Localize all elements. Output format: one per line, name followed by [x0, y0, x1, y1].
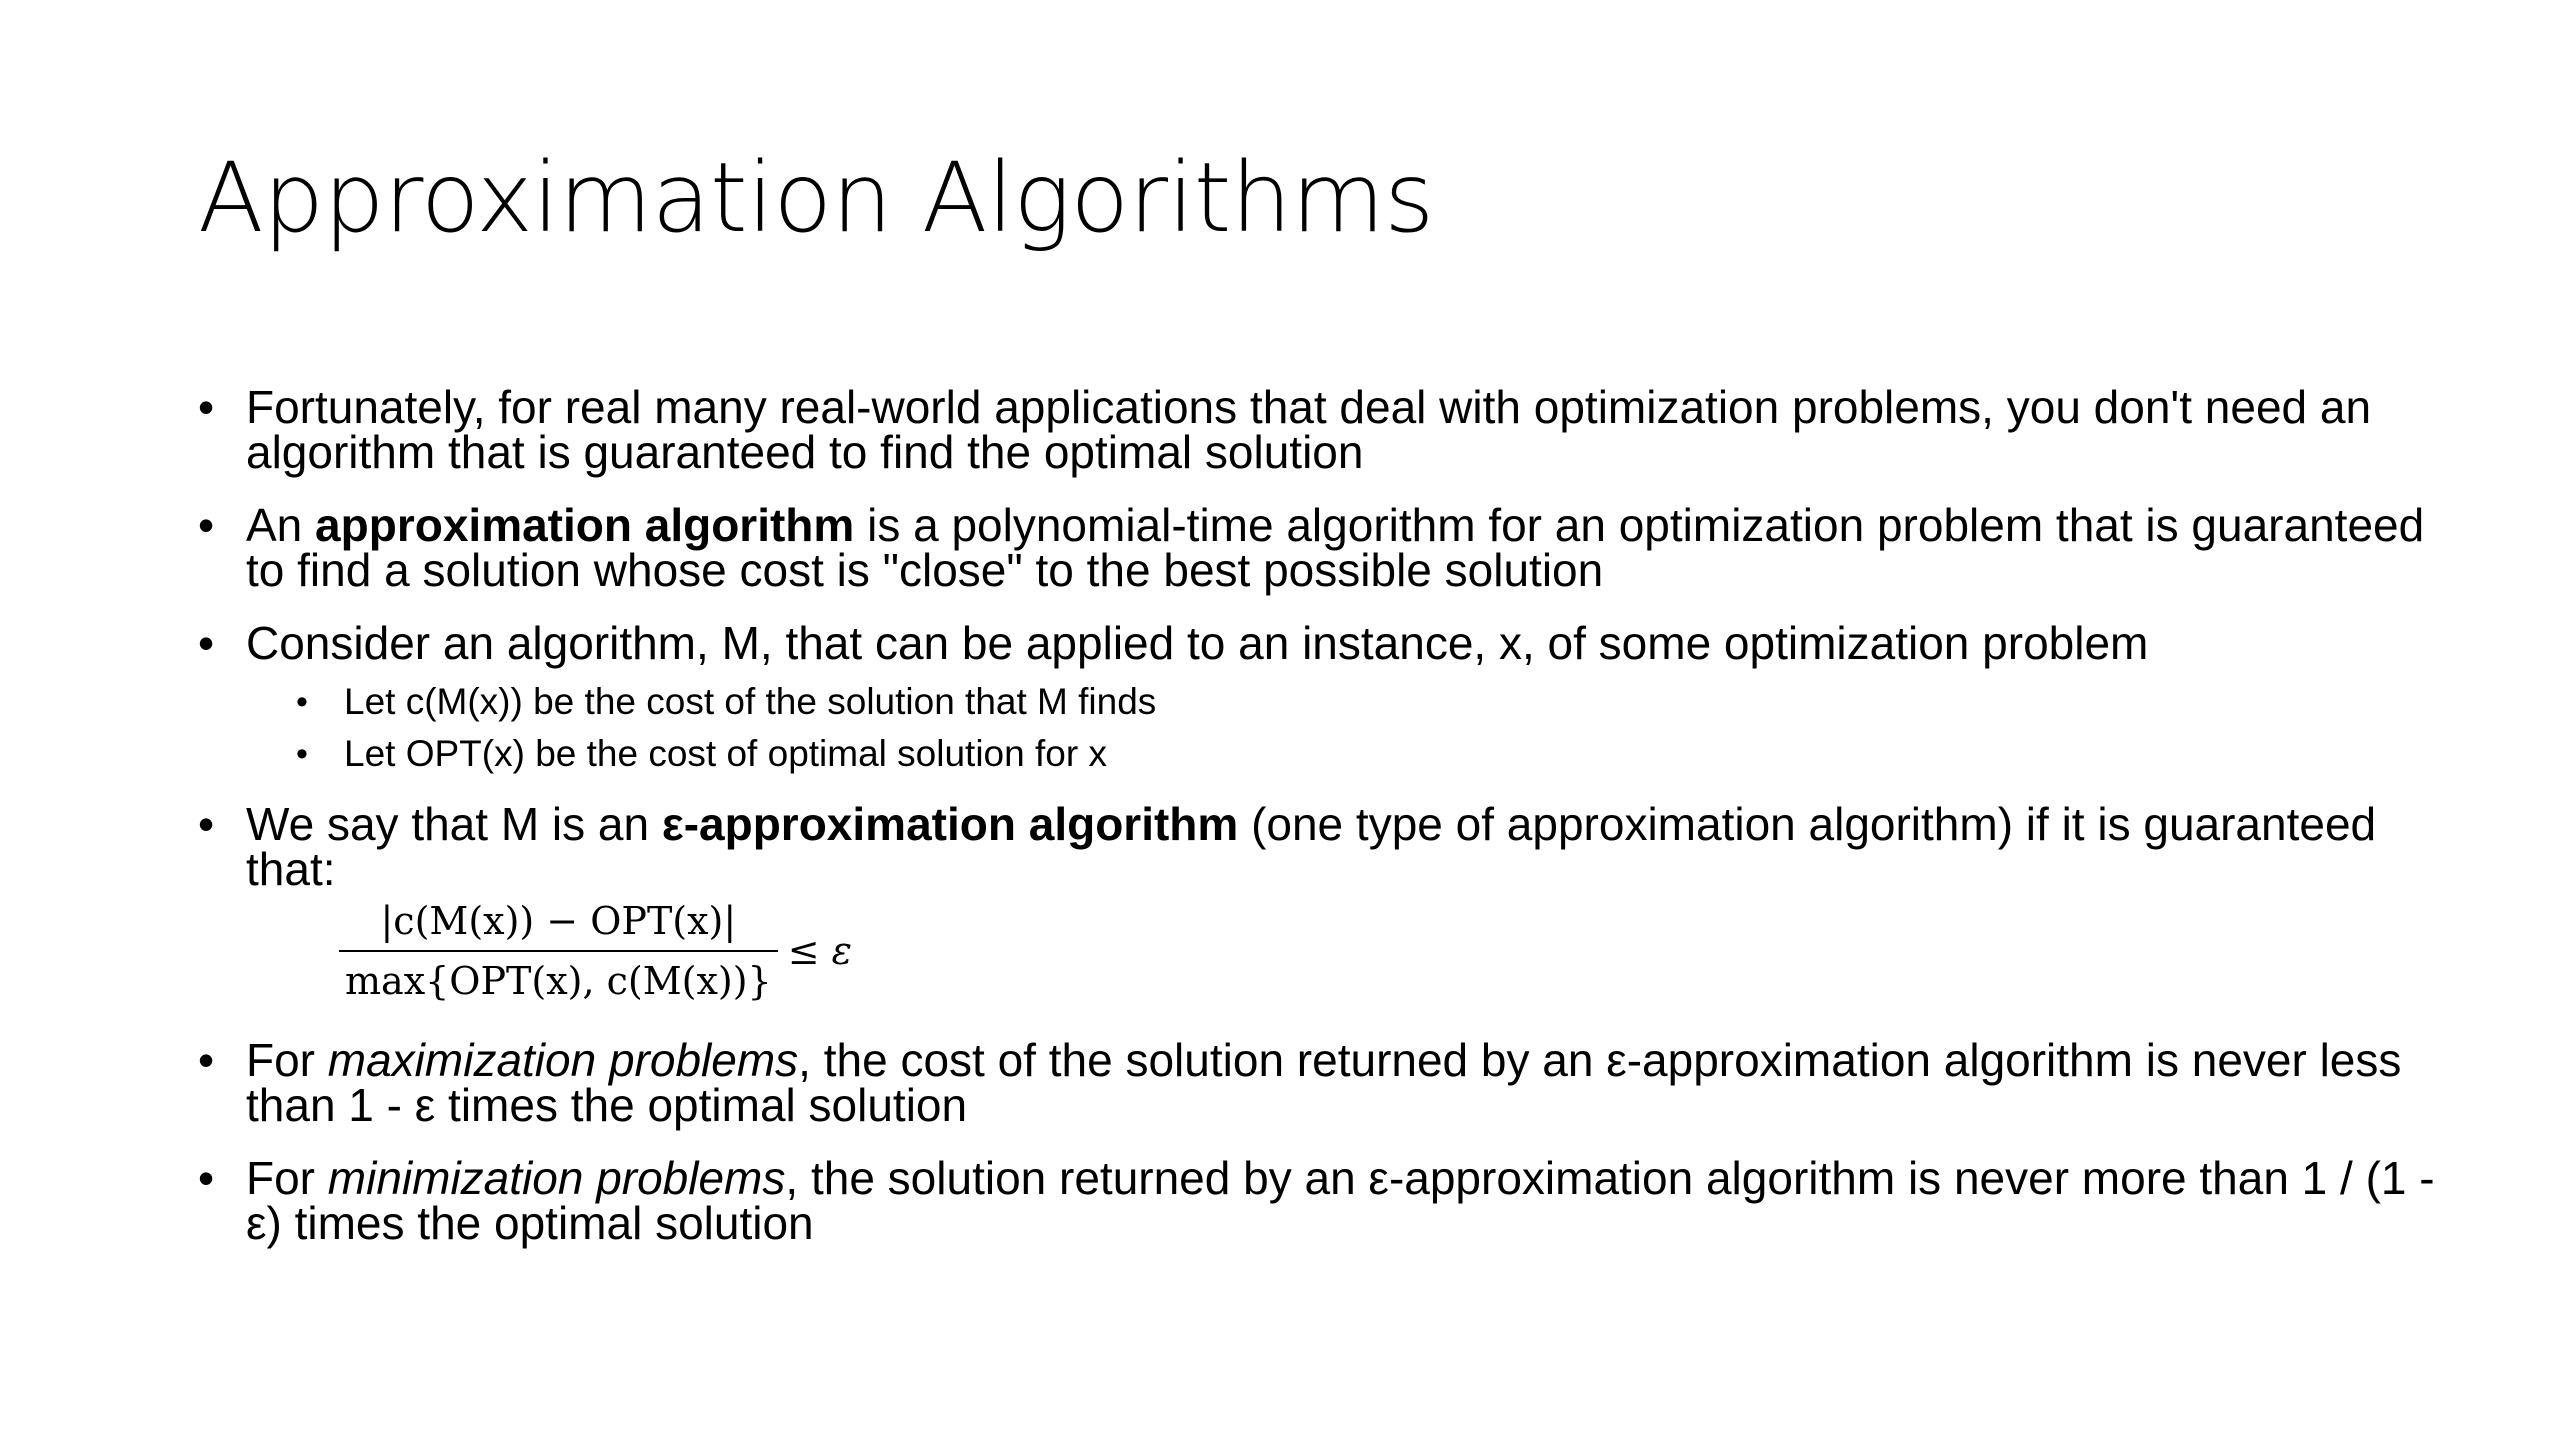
- bullet-term-italic: minimization problems: [327, 1152, 786, 1204]
- bullet-item: [198, 617, 2438, 780]
- bullet-term-bold: approximation algorithm: [315, 499, 855, 551]
- bullet-marker: •: [198, 617, 215, 669]
- bullet-marker: •: [198, 1034, 215, 1086]
- bullet-text-suffix: , the solution returned by an ε-approximation algorithm is never more than 1 / (1 - ε) times the optimal solution: [246, 1152, 2435, 1249]
- slide-title: Approximation Algorithms: [198, 142, 1434, 254]
- sub-bullet-text: Let OPT(x) be the cost of optimal solution for x: [344, 733, 1107, 774]
- bullet-item: [198, 381, 2438, 478]
- formula-fraction: [339, 892, 778, 1010]
- bullet-term-italic: maximization problems: [327, 1034, 799, 1086]
- slide-content: [198, 381, 2438, 1274]
- bullet-text-prefix: For: [246, 1034, 328, 1086]
- bullet-marker: •: [198, 499, 215, 551]
- bullet-marker: •: [198, 381, 215, 433]
- formula-relation: ≤ ε: [787, 928, 853, 973]
- bullet-text-suffix: , the cost of the solution returned by an ε-approximation algorithm is never less than 1 - ε times the optimal solution: [246, 1034, 2402, 1131]
- sub-bullet-marker: •: [296, 683, 308, 721]
- bullet-item: [198, 1152, 2438, 1249]
- bullet-text: Consider an algorithm, M, that can be applied to an instance, x, of some optimization problem: [246, 617, 2149, 669]
- approximation-ratio-formula: [294, 892, 2438, 1010]
- bullet-marker: •: [198, 1152, 215, 1204]
- sub-bullet-text: Let c(M(x)) be the cost of the solution that M finds: [344, 681, 1157, 722]
- bullet-text-suffix: is a polynomial-time algorithm for an optimization problem that is guaranteed to find a solution whose cost is "close" to the best possible solution: [246, 499, 2425, 596]
- sub-bullet-marker: •: [296, 735, 308, 773]
- formula-numerator: |c(M(x)) − OPT(x)|: [380, 899, 737, 943]
- bullet-text: Fortunately, for real many real-world applications that deal with optimization problems, you don't need an algorithm that is guaranteed to find the optimal solution: [246, 381, 2372, 478]
- bullet-text-prefix: We say that M is an: [246, 798, 662, 850]
- bullet-item: [198, 1034, 2438, 1131]
- bullet-text-prefix: For: [246, 1152, 328, 1204]
- bullet-text-prefix: An: [246, 499, 316, 551]
- bullet-term-bold: ε-approximation algorithm: [661, 798, 1239, 850]
- sub-bullet-item: [246, 728, 2438, 780]
- bullet-item: [198, 499, 2438, 596]
- sub-bullet-list: [246, 676, 2438, 780]
- sub-bullet-item: [246, 676, 2438, 728]
- formula-denominator: max{OPT(x), c(M(x))}: [345, 959, 772, 1003]
- bullet-item: [198, 798, 2438, 1010]
- bullet-text-suffix: (one type of approximation algorithm) if it is guaranteed that:: [246, 798, 2377, 895]
- bullet-marker: •: [198, 798, 215, 850]
